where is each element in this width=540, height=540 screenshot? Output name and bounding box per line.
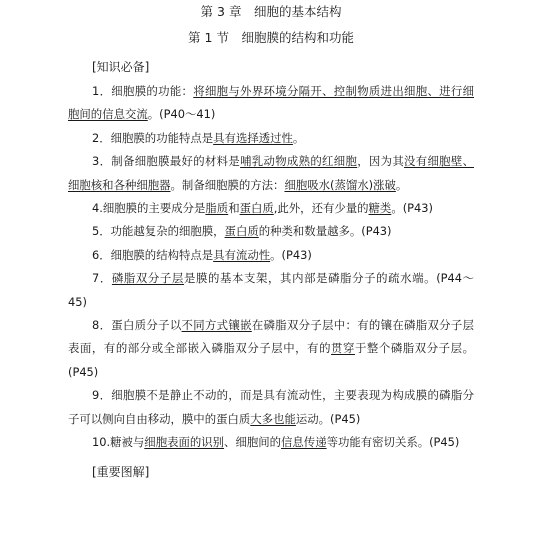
knowledge-item: [68, 150, 474, 197]
underlined-key-term: 没有细胞壁、细胞核和各种细胞器: [68, 154, 474, 192]
underlined-key-term: 将细胞与外界环境分隔开、控制物质进出细胞、进行细胞间的信息交流: [68, 84, 474, 122]
underlined-key-term: 信息传递: [281, 435, 327, 450]
knowledge-item: [68, 244, 474, 267]
item-text: 5．功能越复杂的细胞膜，: [92, 224, 225, 239]
item-text: 运动。(P45): [295, 411, 361, 426]
item-text: 在磷脂双分子层中：有的镶在磷脂双分子层表面，有的部分或全部嵌入磷脂双分子层中，有的: [68, 318, 474, 356]
underlined-key-term: 大多也能: [250, 411, 296, 426]
knowledge-item: [68, 220, 474, 243]
underlined-key-term: 细胞吸水(蒸馏水)涨破: [284, 177, 396, 192]
chapter-title: 第 3 章 细胞的基本结构: [200, 4, 342, 19]
knowledge-item: [68, 384, 474, 431]
underlined-key-term: 糖类: [368, 201, 392, 216]
item-text: 和: [228, 201, 240, 216]
underlined-key-term: 具有流动性: [213, 247, 271, 262]
item-text: 4.细胞膜的主要成分是: [92, 201, 206, 216]
underlined-key-term: 磷脂双分子层: [111, 271, 184, 286]
section-title: 第 1 节 细胞膜的结构和功能: [188, 30, 354, 45]
item-text: 等功能有密切关系。(P45): [326, 435, 460, 450]
item-text: 、细胞间的: [224, 435, 282, 450]
item-text: 8．蛋白质分子以: [92, 318, 182, 333]
item-text: 6．细胞膜的结构特点是: [92, 247, 214, 262]
knowledge-item: [68, 314, 474, 384]
item-text: 3．制备细胞膜最好的材料是: [92, 154, 241, 169]
item-text: 。(P40～41): [147, 107, 216, 122]
knowledge-item: [68, 267, 474, 314]
item-text: ,此外，还有少量的: [273, 201, 369, 216]
underlined-key-term: 哺乳动物成熟的红细胞: [240, 154, 358, 169]
knowledge-list: [68, 80, 474, 455]
underlined-key-term: 细胞表面的识别: [144, 435, 225, 450]
underlined-key-term: 脂质: [205, 201, 229, 216]
item-text: 9．细胞膜不是静止不动的，而是具有流动性，主要表现为构成膜的磷脂分子可以侧向自由移动，膜中的蛋白质: [68, 388, 474, 426]
underlined-key-term: 具有选择透过性: [213, 130, 293, 145]
item-text: 的种类和数量越多。(P43): [258, 224, 392, 239]
important-heading: [重要图解]: [92, 464, 150, 479]
item-text: 7．: [92, 271, 112, 286]
underlined-key-term: 贯穿: [331, 341, 355, 356]
knowledge-item: [68, 431, 474, 454]
item-text: 。: [395, 177, 408, 192]
knowledge-item: [68, 197, 474, 220]
item-text: 。: [292, 130, 305, 145]
knowledge-heading: [知识必备]: [92, 60, 150, 74]
item-text: 。(P43): [270, 247, 312, 262]
item-text: 2．细胞膜的功能特点是: [92, 130, 214, 145]
item-text: 。(P43): [391, 201, 433, 216]
item-text: 是膜的基本支架，其内部是磷脂分子的疏水端。(P44～45): [68, 271, 475, 309]
underlined-key-term: 蛋白质: [239, 201, 274, 216]
item-text: 10.糖被与: [92, 435, 145, 450]
item-text: 1．细胞膜的功能：: [92, 84, 194, 98]
underlined-key-term: 不同方式镶嵌: [181, 318, 252, 333]
underlined-key-term: 蛋白质: [224, 224, 259, 239]
item-text: 。制备细胞膜的方法：: [170, 177, 285, 192]
knowledge-item: [68, 127, 474, 150]
item-text: ，因为其: [357, 154, 405, 169]
knowledge-item: [68, 80, 474, 127]
item-text: 于整个磷脂双分子层。(P45): [68, 341, 474, 379]
